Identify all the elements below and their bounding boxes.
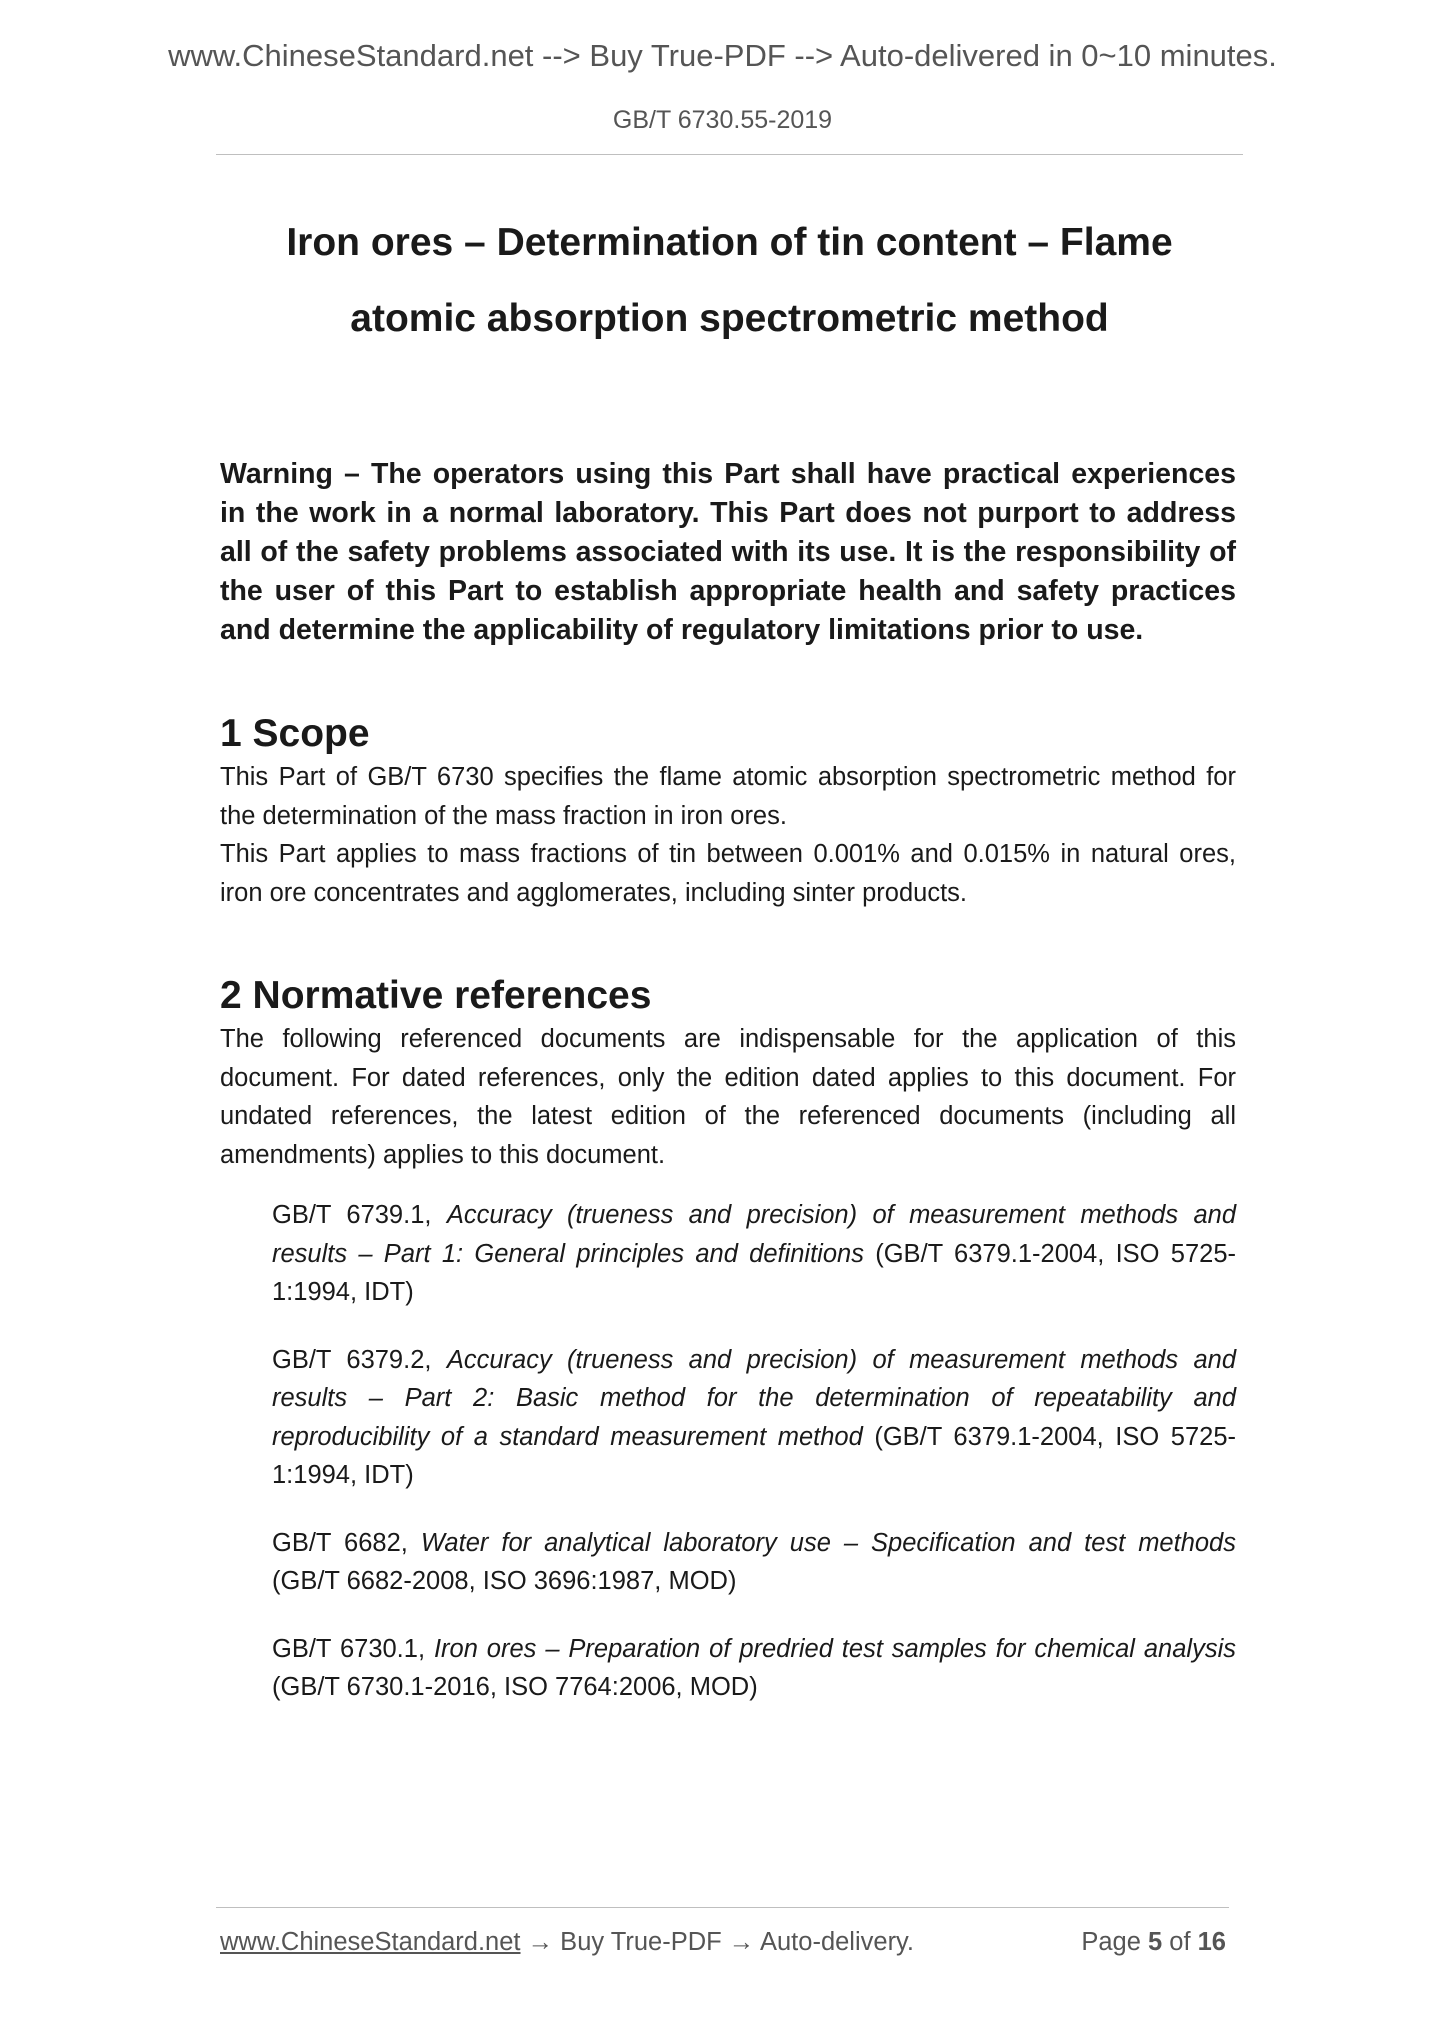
reference-title: Accuracy (trueness and precision) of measurement methods and results – Part 2: Basic method for the determination of repeatability and reproducibility of a standard measurement method xyxy=(272,1345,1237,1451)
reference-note: (GB/T 6730.1-2016, ISO 7764:2006, MOD) xyxy=(272,1673,758,1701)
reference-title: Iron ores – Preparation of predried test samples for chemical analysis xyxy=(433,1634,1236,1663)
main-content xyxy=(220,455,1236,1736)
reference-title: Accuracy (trueness and precision) of measurement methods and results – Part 1: General principles and definitions xyxy=(272,1201,1237,1268)
reference-item xyxy=(272,1341,1236,1495)
title-line-1: Iron ores – Determination of tin content – Flame xyxy=(286,221,1173,264)
footer-website-link[interactable]: www.ChineseStandard.net xyxy=(220,1928,521,1956)
reference-code: GB/T 6730.1, xyxy=(272,1634,434,1663)
total-pages: 16 xyxy=(1197,1928,1226,1956)
reference-code: GB/T 6379.2, xyxy=(272,1345,447,1374)
document-title xyxy=(216,205,1243,357)
standard-code: GB/T 6730.55-2019 xyxy=(612,106,833,134)
top-banner: www.ChineseStandard.net --> Buy True-PDF --> Auto-delivered in 0~10 minutes. xyxy=(168,38,1277,73)
page-number: 5 xyxy=(1148,1928,1163,1956)
reference-note: (GB/T 6379.1-2004, ISO 5725-1:1994, IDT) xyxy=(272,1239,1236,1306)
page-footer xyxy=(220,1928,1229,1957)
footer-divider xyxy=(216,1907,1229,1908)
section-2-heading: 2 Normative references xyxy=(220,974,652,1017)
reference-code: GB/T 6682, xyxy=(272,1528,421,1557)
reference-note: (GB/T 6379.1-2004, ISO 5725-1:1994, IDT) xyxy=(272,1422,1236,1489)
reference-note: (GB/T 6682-2008, ISO 3696:1987, MOD) xyxy=(272,1567,737,1595)
reference-item xyxy=(272,1524,1236,1601)
header-divider xyxy=(216,154,1243,155)
scope-paragraph-1: This Part of GB/T 6730 specifies the flame atomic absorption spectrometric method for the determination of the mass fraction in iron ores. xyxy=(220,763,1236,830)
reference-code: GB/T 6739.1, xyxy=(272,1201,447,1229)
section-1-heading: 1 Scope xyxy=(220,712,370,755)
reference-item xyxy=(272,1630,1236,1707)
normative-intro: The following referenced documents are indispensable for the application of this document. For dated references, only the edition dated applies to this document. For undated references, the latest edition of the referenced documents (including all amendments) applies to this document. xyxy=(220,1025,1236,1169)
reference-item xyxy=(272,1196,1236,1312)
reference-list xyxy=(220,1196,1236,1707)
page-label: Page xyxy=(1081,1928,1148,1956)
scope-paragraph-2: This Part applies to mass fractions of tin between 0.001% and 0.015% in natural ores, iron ore concentrates and agglomerates, including sinter products. xyxy=(220,840,1236,907)
page-indicator xyxy=(1081,1928,1226,1957)
of-label: of xyxy=(1162,1928,1198,1956)
warning-notice: Warning – The operators using this Part shall have practical experiences in the work in a normal laboratory. This Part does not purport to address all of the safety problems associated with its use. It is the responsibility of the user of this Part to establish appropriate health and safety practices and determine the applicability of regulatory limitations prior to use. xyxy=(220,458,1236,646)
title-line-2: atomic absorption spectrometric method xyxy=(350,297,1109,340)
footer-text: → Buy True-PDF → Auto-delivery. xyxy=(520,1928,914,1956)
reference-title: Water for analytical laboratory use – Specification and test methods xyxy=(420,1528,1236,1557)
